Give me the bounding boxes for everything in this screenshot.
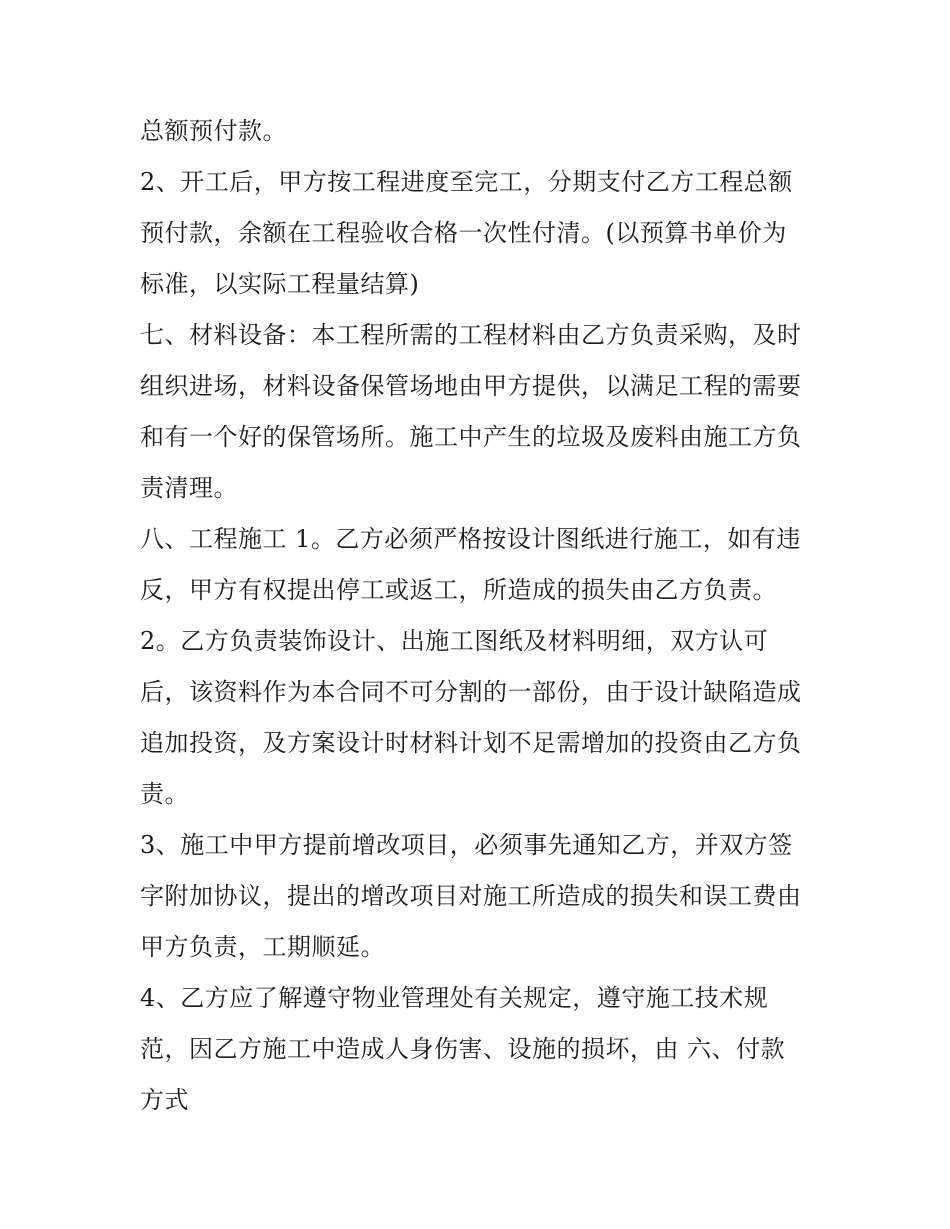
text-line: 标准，以实际工程量结算) (140, 270, 420, 298)
text-line: 方式 (140, 1086, 189, 1114)
text-line: 总额预付款。 (140, 117, 287, 145)
text-line: 八、工程施工 1。乙方必须严格按设计图纸进行施工，如有违 (140, 525, 801, 553)
text-line: 2。乙方负责装饰设计、出施工图纸及材料明细，双方认可 (140, 627, 769, 655)
text-line: 和有一个好的保管场所。施工中产生的垃圾及废料由施工方负 (140, 423, 802, 451)
text-line: 2、开工后，甲方按工程进度至完工，分期支付乙方工程总额 (140, 168, 793, 196)
text-line: 4、乙方应了解遵守物业管理处有关规定，遵守施工技术规 (140, 984, 769, 1012)
text-line: 责。 (140, 780, 189, 808)
document-body (140, 106, 840, 1126)
text-line: 字附加协议，提出的增改项目对施工所造成的损失和误工费由 (140, 882, 802, 910)
text-line: 七、材料设备：本工程所需的工程材料由乙方负责采购，及时 (140, 321, 802, 349)
text-line: 责清理。 (140, 474, 238, 502)
text-line: 后，该资料作为本合同不可分割的一部份，由于设计缺陷造成 (140, 678, 802, 706)
text-line: 组织进场，材料设备保管场地由甲方提供，以满足工程的需要 (140, 372, 802, 400)
text-line: 追加投资，及方案设计时材料计划不足需增加的投资由乙方负 (140, 729, 802, 757)
text-line: 甲方负责，工期顺延。 (140, 933, 385, 961)
text-line: 范，因乙方施工中造成人身伤害、设施的损坏，由 六、付款 (140, 1035, 786, 1063)
text-line: 反，甲方有权提出停工或返工，所造成的损失由乙方负责。 (140, 576, 777, 604)
text-line: 3、施工中甲方提前增改项目，必须事先通知乙方，并双方签 (140, 831, 793, 859)
text-line: 预付款，余额在工程验收合格一次性付清。(以预算书单价为 (140, 219, 787, 247)
